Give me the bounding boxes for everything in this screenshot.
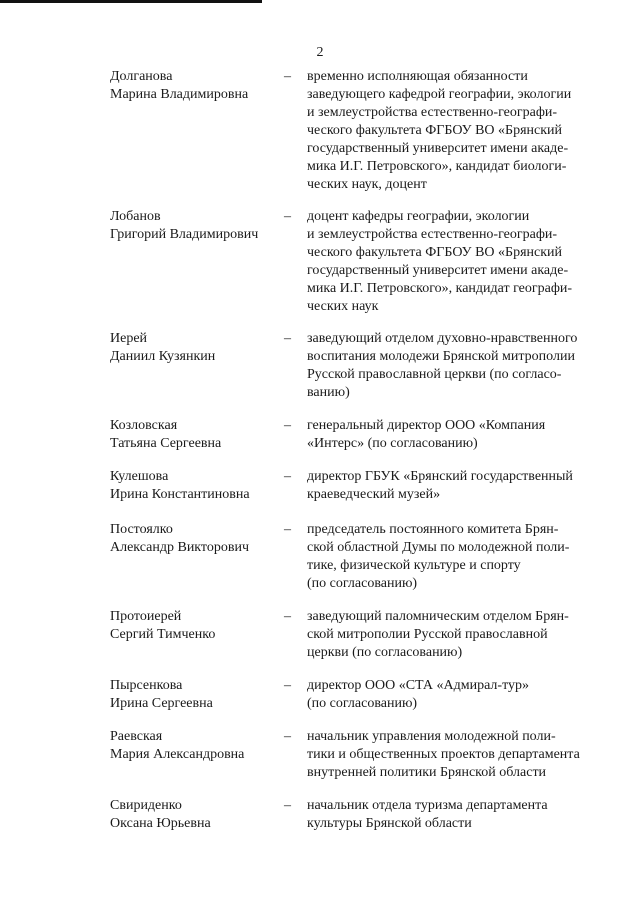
desc-line: мика И.Г. Петровского», кандидат биологи-	[307, 159, 567, 174]
person-name	[110, 468, 285, 504]
desc-line: воспитания молодежи Брянской митрополии	[307, 349, 575, 364]
dash: –	[284, 522, 291, 537]
page-number: 2	[316, 45, 324, 60]
dash: –	[284, 798, 291, 813]
name-line: Пырсенкова	[110, 678, 183, 693]
desc-line: генеральный директор ООО «Компания	[307, 418, 546, 433]
desc-line: ческих наук, доцент	[307, 177, 427, 192]
desc-line: и землеустройства естественно-географи-	[307, 227, 558, 242]
dash: –	[284, 209, 291, 224]
desc-line: начальник отдела туризма департамента	[307, 798, 548, 813]
name-line: Даниил Кузянкин	[110, 349, 216, 364]
desc-line: ческого факультета ФГБОУ ВО «Брянский	[307, 123, 563, 138]
dash: –	[284, 678, 291, 693]
desc-line: краеведческий музей»	[307, 487, 441, 502]
position-description	[307, 677, 607, 713]
desc-line: заведующий паломническим отделом Брян-	[307, 609, 569, 624]
person-name	[110, 417, 285, 453]
name-line: Татьяна Сергеевна	[110, 436, 222, 451]
desc-line: ской областной Думы по молодежной поли-	[307, 540, 570, 555]
person-name	[110, 797, 285, 833]
position-description	[307, 468, 607, 504]
desc-line: ской митрополии Русской православной	[307, 627, 548, 642]
desc-line: доцент кафедры географии, экологии	[307, 209, 530, 224]
desc-line: директор ГБУК «Брянский государственный	[307, 469, 573, 484]
desc-line: «Интерс» (по согласованию)	[307, 436, 478, 451]
desc-line: заведующего кафедрой географии, экологии	[307, 87, 572, 102]
name-line: Александр Викторович	[110, 540, 250, 555]
desc-line: культуры Брянской области	[307, 816, 472, 831]
desc-line: внутренней политики Брянской области	[307, 765, 547, 780]
desc-line: директор ООО «СТА «Адмирал-тур»	[307, 678, 530, 693]
top-rule	[0, 0, 262, 3]
desc-line: церкви (по согласованию)	[307, 645, 463, 660]
desc-line: мика И.Г. Петровского», кандидат географи-	[307, 281, 573, 296]
desc-line: Русской православной церкви (по согласо-	[307, 367, 562, 382]
position-description	[307, 608, 607, 662]
name-line: Иерей	[110, 331, 148, 346]
dash: –	[284, 729, 291, 744]
position-description	[307, 521, 607, 593]
name-line: Постоялко	[110, 522, 173, 537]
dash: –	[284, 609, 291, 624]
dash: –	[284, 418, 291, 433]
name-line: Оксана Юрьевна	[110, 816, 211, 831]
dash: –	[284, 469, 291, 484]
desc-line: тике, физической культуре и спорту	[307, 558, 521, 573]
desc-line: ванию)	[307, 385, 350, 400]
name-line: Козловская	[110, 418, 178, 433]
name-line: Сергий Тимченко	[110, 627, 216, 642]
person-name	[110, 677, 285, 713]
desc-line: начальник управления молодежной поли-	[307, 729, 556, 744]
name-line: Ирина Константиновна	[110, 487, 250, 502]
desc-line: председатель постоянного комитета Брян-	[307, 522, 559, 537]
position-description	[307, 417, 607, 453]
person-name	[110, 68, 285, 104]
desc-line: временно исполняющая обязанности	[307, 69, 528, 84]
name-line: Григорий Владимирович	[110, 227, 259, 242]
name-line: Протоиерей	[110, 609, 182, 624]
desc-line: и землеустройства естественно-географи-	[307, 105, 558, 120]
desc-line: (по согласованию)	[307, 696, 418, 711]
person-name	[110, 608, 285, 644]
person-name	[110, 521, 285, 557]
desc-line: (по согласованию)	[307, 576, 418, 591]
desc-line: ческого факультета ФГБОУ ВО «Брянский	[307, 245, 563, 260]
name-line: Свириденко	[110, 798, 182, 813]
name-line: Марина Владимировна	[110, 87, 249, 102]
position-description	[307, 728, 607, 782]
person-name	[110, 208, 285, 244]
person-name	[110, 728, 285, 764]
name-line: Кулешова	[110, 469, 169, 484]
name-line: Мария Александровна	[110, 747, 245, 762]
position-description	[307, 208, 607, 316]
position-description	[307, 797, 607, 833]
desc-line: государственный университет имени акаде-	[307, 141, 569, 156]
person-name	[110, 330, 285, 366]
name-line: Долганова	[110, 69, 173, 84]
name-line: Раевская	[110, 729, 163, 744]
dash: –	[284, 69, 291, 84]
desc-line: тики и общественных проектов департамента	[307, 747, 580, 762]
name-line: Ирина Сергеевна	[110, 696, 213, 711]
desc-line: заведующий отделом духовно-нравственного	[307, 331, 578, 346]
name-line: Лобанов	[110, 209, 161, 224]
position-description	[307, 68, 607, 194]
desc-line: государственный университет имени акаде-	[307, 263, 569, 278]
dash: –	[284, 331, 291, 346]
desc-line: ческих наук	[307, 299, 379, 314]
position-description	[307, 330, 607, 402]
